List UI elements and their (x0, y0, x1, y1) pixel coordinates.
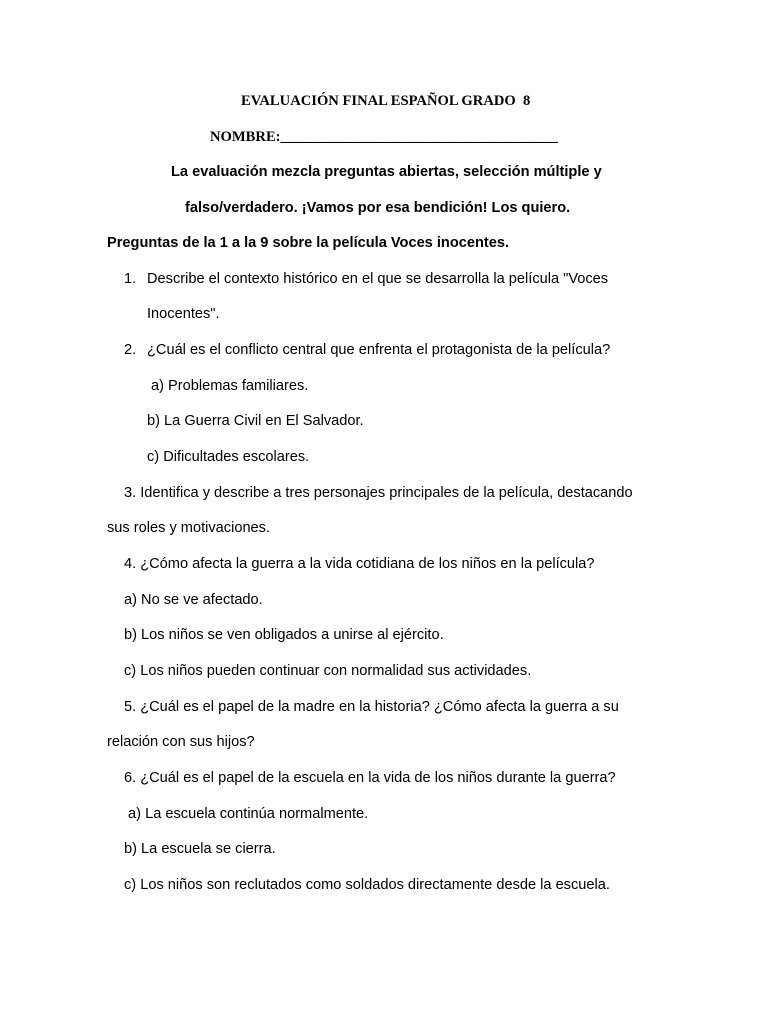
question-4-option-c: c) Los niños pueden continuar con normalidad sus actividades. (124, 663, 532, 679)
question-3-line-1: 3. Identifica y describe a tres personajes principales de la película, destacando (124, 485, 633, 501)
question-5-line-1: 5. ¿Cuál es el papel de la madre en la historia? ¿Cómo afecta la guerra a su (124, 699, 619, 715)
question-2-option-c: c) Dificultades escolares. (147, 449, 310, 465)
question-2-option-a: a) Problemas familiares. (151, 378, 309, 394)
question-1-line-2: Inocentes". (147, 306, 220, 322)
question-6-text: 6. ¿Cuál es el papel de la escuela en la vida de los niños durante la guerra? (124, 770, 616, 786)
question-3-line-2: sus roles y motivaciones. (107, 520, 271, 536)
question-6-option-a: a) La escuela continúa normalmente. (124, 806, 369, 822)
question-1-line-1: Describe el contexto histórico en el que se desarrolla la película "Voces (147, 271, 609, 287)
question-2-option-b: b) La Guerra Civil en El Salvador. (147, 413, 364, 429)
question-5-line-2: relación con sus hijos? (107, 734, 255, 750)
section-heading: Preguntas de la 1 a la 9 sobre la película Voces inocentes. (107, 235, 510, 251)
page-title: EVALUACIÓN FINAL ESPAÑOL GRADO 8 (241, 93, 531, 109)
question-2-number: 2. (124, 342, 137, 358)
question-6-option-b: b) La escuela se cierra. (124, 841, 276, 857)
intro-line-2: falso/verdadero. ¡Vamos por esa bendición! Los quiero. (185, 200, 571, 216)
question-4-option-a: a) No se ve afectado. (124, 592, 263, 608)
question-2-text: ¿Cuál es el conflicto central que enfrenta el protagonista de la película? (147, 342, 611, 358)
question-1-number: 1. (124, 271, 137, 287)
question-6-option-c: c) Los niños son reclutados como soldados directamente desde la escuela. (124, 877, 610, 893)
question-4-text: 4. ¿Cómo afecta la guerra a la vida cotidiana de los niños en la película? (124, 556, 595, 572)
name-field-line: NOMBRE:______________________________________ (210, 129, 558, 145)
question-4-option-b: b) Los niños se ven obligados a unirse al ejército. (124, 627, 444, 643)
intro-line-1: La evaluación mezcla preguntas abiertas, selección múltiple y (171, 164, 602, 180)
